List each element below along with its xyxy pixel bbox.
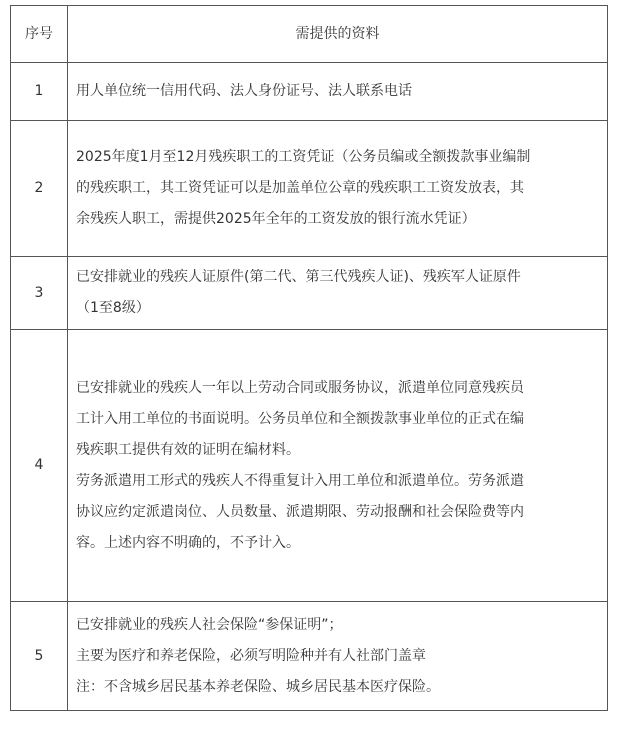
content-line: 残疾职工提供有效的证明在编材料。	[76, 441, 300, 458]
content-line: 工计入用工单位的书面说明。公务员单位和全额拨款事业单位的正式在编	[76, 410, 524, 427]
content-line: 已安排就业的残疾人一年以上劳动合同或服务协议，派遣单位同意残疾员	[76, 379, 524, 396]
row-number: 2	[11, 121, 68, 257]
content-line: 协议应约定派遣岗位、人员数量、派遣期限、劳动报酬和社会保险费等内	[76, 503, 524, 520]
row-number: 1	[11, 63, 68, 121]
row-content	[68, 63, 608, 121]
header-row	[11, 6, 608, 63]
table-row	[11, 330, 608, 602]
content-line: 已安排就业的残疾人证原件(第二代、第三代残疾人证)、残疾军人证原件	[76, 269, 521, 285]
row-content	[68, 330, 608, 602]
content-line: 劳务派遣用工形式的残疾人不得重复计入用工单位和派遣单位。劳务派遣	[76, 472, 524, 489]
header-serial-number: 序号	[11, 6, 68, 63]
row-content	[68, 121, 608, 257]
content-line: 的残疾职工，其工资凭证可以是加盖单位公章的残疾职工工资发放表，其	[76, 180, 524, 196]
content-line: 注：不含城乡居民基本养老保险、城乡居民基本医疗保险。	[76, 678, 440, 695]
row-content	[68, 257, 608, 330]
row-number: 4	[11, 330, 68, 602]
table-row	[11, 63, 608, 121]
table-row	[11, 257, 608, 330]
content-line: 主要为医疗和养老保险，必须写明险种并有人社部门盖章	[76, 647, 426, 664]
row-number: 3	[11, 257, 68, 330]
table-row	[11, 602, 608, 711]
materials-table	[10, 5, 608, 711]
row-number: 5	[11, 602, 68, 711]
content-line: 用人单位统一信用代码、法人身份证号、法人联系电话	[76, 83, 412, 99]
row-content	[68, 602, 608, 711]
content-line: 2025年度1月至12月残疾职工的工资凭证（公务员编或全额拨款事业编制	[76, 149, 531, 165]
content-line: 容。上述内容不明确的，不予计入。	[76, 534, 300, 551]
content-line: 已安排就业的残疾人社会保险“参保证明”；	[76, 616, 343, 633]
table-row	[11, 121, 608, 257]
content-line: 余残疾人职工，需提供2025年全年的工资发放的银行流水凭证）	[76, 211, 476, 227]
header-required-materials: 需提供的资料	[68, 6, 608, 63]
content-line: （1至8级）	[76, 300, 150, 316]
